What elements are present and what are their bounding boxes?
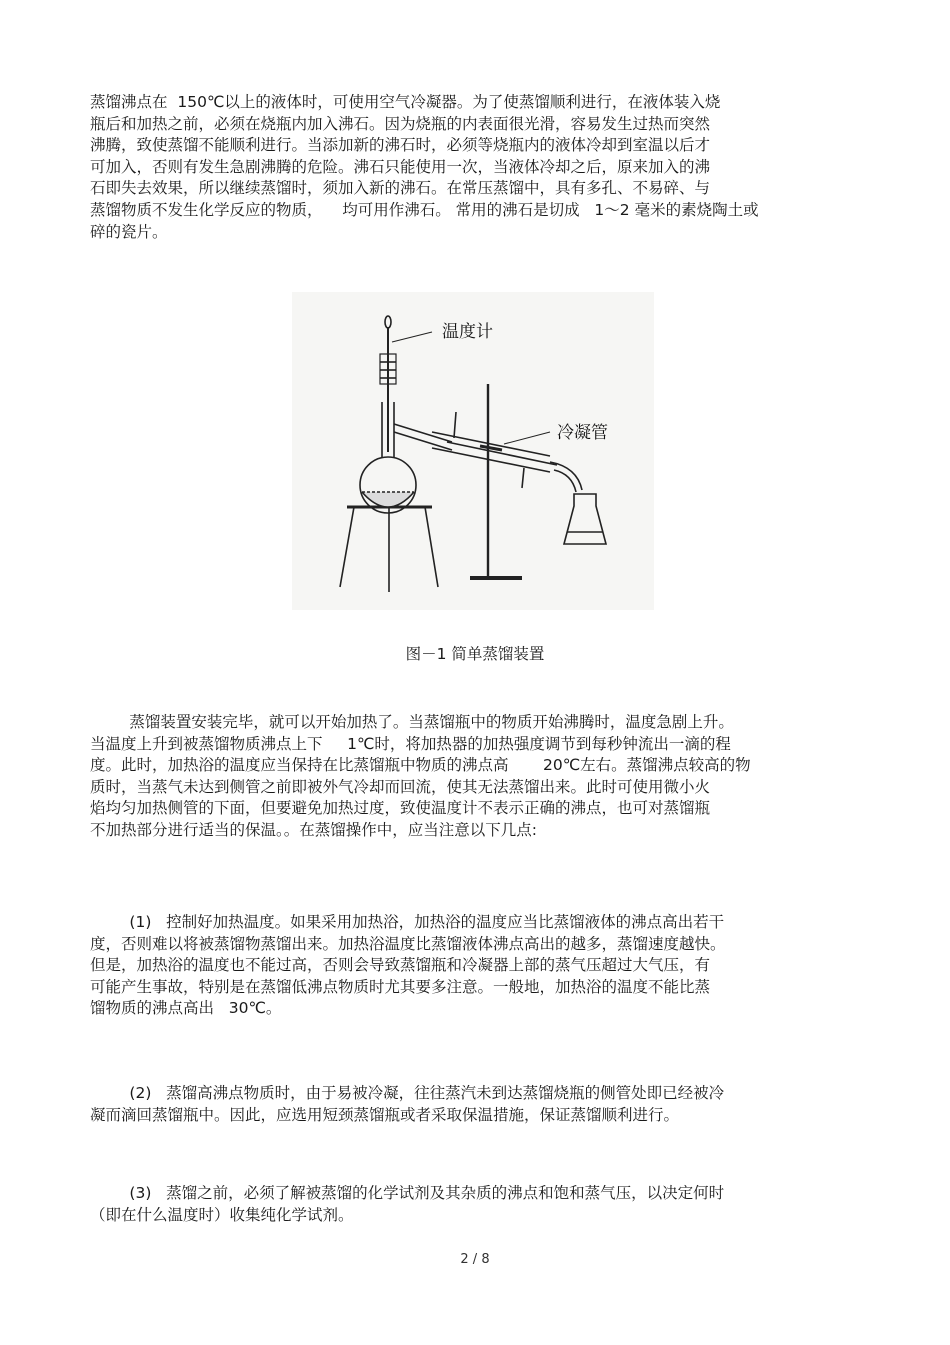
text-line: 蒸馏装置安装完毕，就可以开始加热了。当蒸馏瓶中的物质开始沸腾时，温度急剧上升。: [90, 713, 734, 731]
text-line: 蒸馏沸点在 150℃以上的液体时，可使用空气冷凝器。为了使蒸馏顺利进行，在液体装入烧: [90, 93, 721, 111]
distillation-apparatus-drawing: [292, 292, 654, 610]
text-line: 当温度上升到被蒸馏物质沸点上下 1℃时，将加热器的加热强度调节到每秒钟流出一滴的程: [90, 734, 731, 753]
paragraph-point-1: [90, 912, 865, 1020]
page-number: 2 / 8: [460, 1252, 490, 1267]
paragraph-heating: [90, 712, 865, 842]
text-line: 碎的瓷片。: [90, 222, 168, 241]
text-line: (1) 控制好加热温度。如果采用加热浴，加热浴的温度应当比蒸馏液体的沸点高出若干: [90, 913, 725, 931]
paragraph-point-3: [90, 1183, 865, 1226]
text-line: 度，否则难以将被蒸馏物蒸馏出来。加热浴温度比蒸馏液体沸点高出的越多，蒸馏速度越快。: [90, 934, 726, 953]
figure-caption: 图－1 简单蒸馏装置: [405, 645, 545, 663]
text-line: 沸腾，致使蒸馏不能顺利进行。当添加新的沸石时，必须等烧瓶内的液体冷却到室温以后才: [90, 136, 711, 155]
text-line: 可能产生事故，特别是在蒸馏低沸点物质时尤其要多注意。一般地，加热浴的温度不能比蒸: [90, 977, 711, 996]
text-line: (2) 蒸馏高沸点物质时，由于易被冷凝，往往蒸汽未到达蒸馏烧瓶的侧管处即已经被冷: [90, 1084, 725, 1102]
text-line: 凝而滴回蒸馏瓶中。因此，应选用短颈蒸馏瓶或者采取保温措施，保证蒸馏顺利进行。: [90, 1105, 680, 1124]
text-line: 质时，当蒸气未达到侧管之前即被外气冷却而回流，使其无法蒸馏出来。此时可使用微小火: [90, 777, 711, 796]
distillation-apparatus-figure: [292, 292, 654, 610]
text-line: 焰均匀加热侧管的下面，但要避免加热过度，致使温度计不表示正确的沸点，也可对蒸馏瓶: [90, 799, 711, 818]
text-line: 可加入，否则有发生急剧沸腾的危险。沸石只能使用一次，当液体冷却之后，原来加入的沸: [90, 157, 711, 176]
text-line: (3) 蒸馏之前，必须了解被蒸馏的化学试剂及其杂质的沸点和饱和蒸气压，以决定何时: [90, 1184, 725, 1202]
condenser-label: 冷凝管: [557, 423, 608, 443]
text-line: 不加热部分进行适当的保温。。在蒸馏操作中，应当注意以下几点:: [90, 820, 537, 839]
text-line: 蒸馏物质不发生化学反应的物质， 均可用作沸石。 常用的沸石是切成 1～2 毫米的素烧陶土或: [90, 200, 759, 219]
text-line: 馏物质的沸点高出 30℃。: [90, 999, 282, 1018]
paragraph-point-2: [90, 1083, 865, 1126]
text-line: 石即失去效果，所以继续蒸馏时，须加入新的沸石。在常压蒸馏中，具有多孔、不易碎、与: [90, 179, 711, 198]
text-line: 度。此时，加热浴的温度应当保持在比蒸馏瓶中物质的沸点高 20℃左右。蒸馏沸点较高的物: [90, 756, 751, 775]
text-line: 但是，加热浴的温度也不能过高，否则会导致蒸馏瓶和冷凝器上部的蒸气压超过大气压，有: [90, 956, 711, 975]
paragraph-boiling-stones: [90, 92, 865, 243]
thermometer-label: 温度计: [442, 322, 493, 342]
text-line: 瓶后和加热之前，必须在烧瓶内加入沸石。因为烧瓶的内表面很光滑，容易发生过热而突然: [90, 114, 711, 133]
text-line: （即在什么温度时）收集纯化学试剂。: [90, 1205, 354, 1224]
